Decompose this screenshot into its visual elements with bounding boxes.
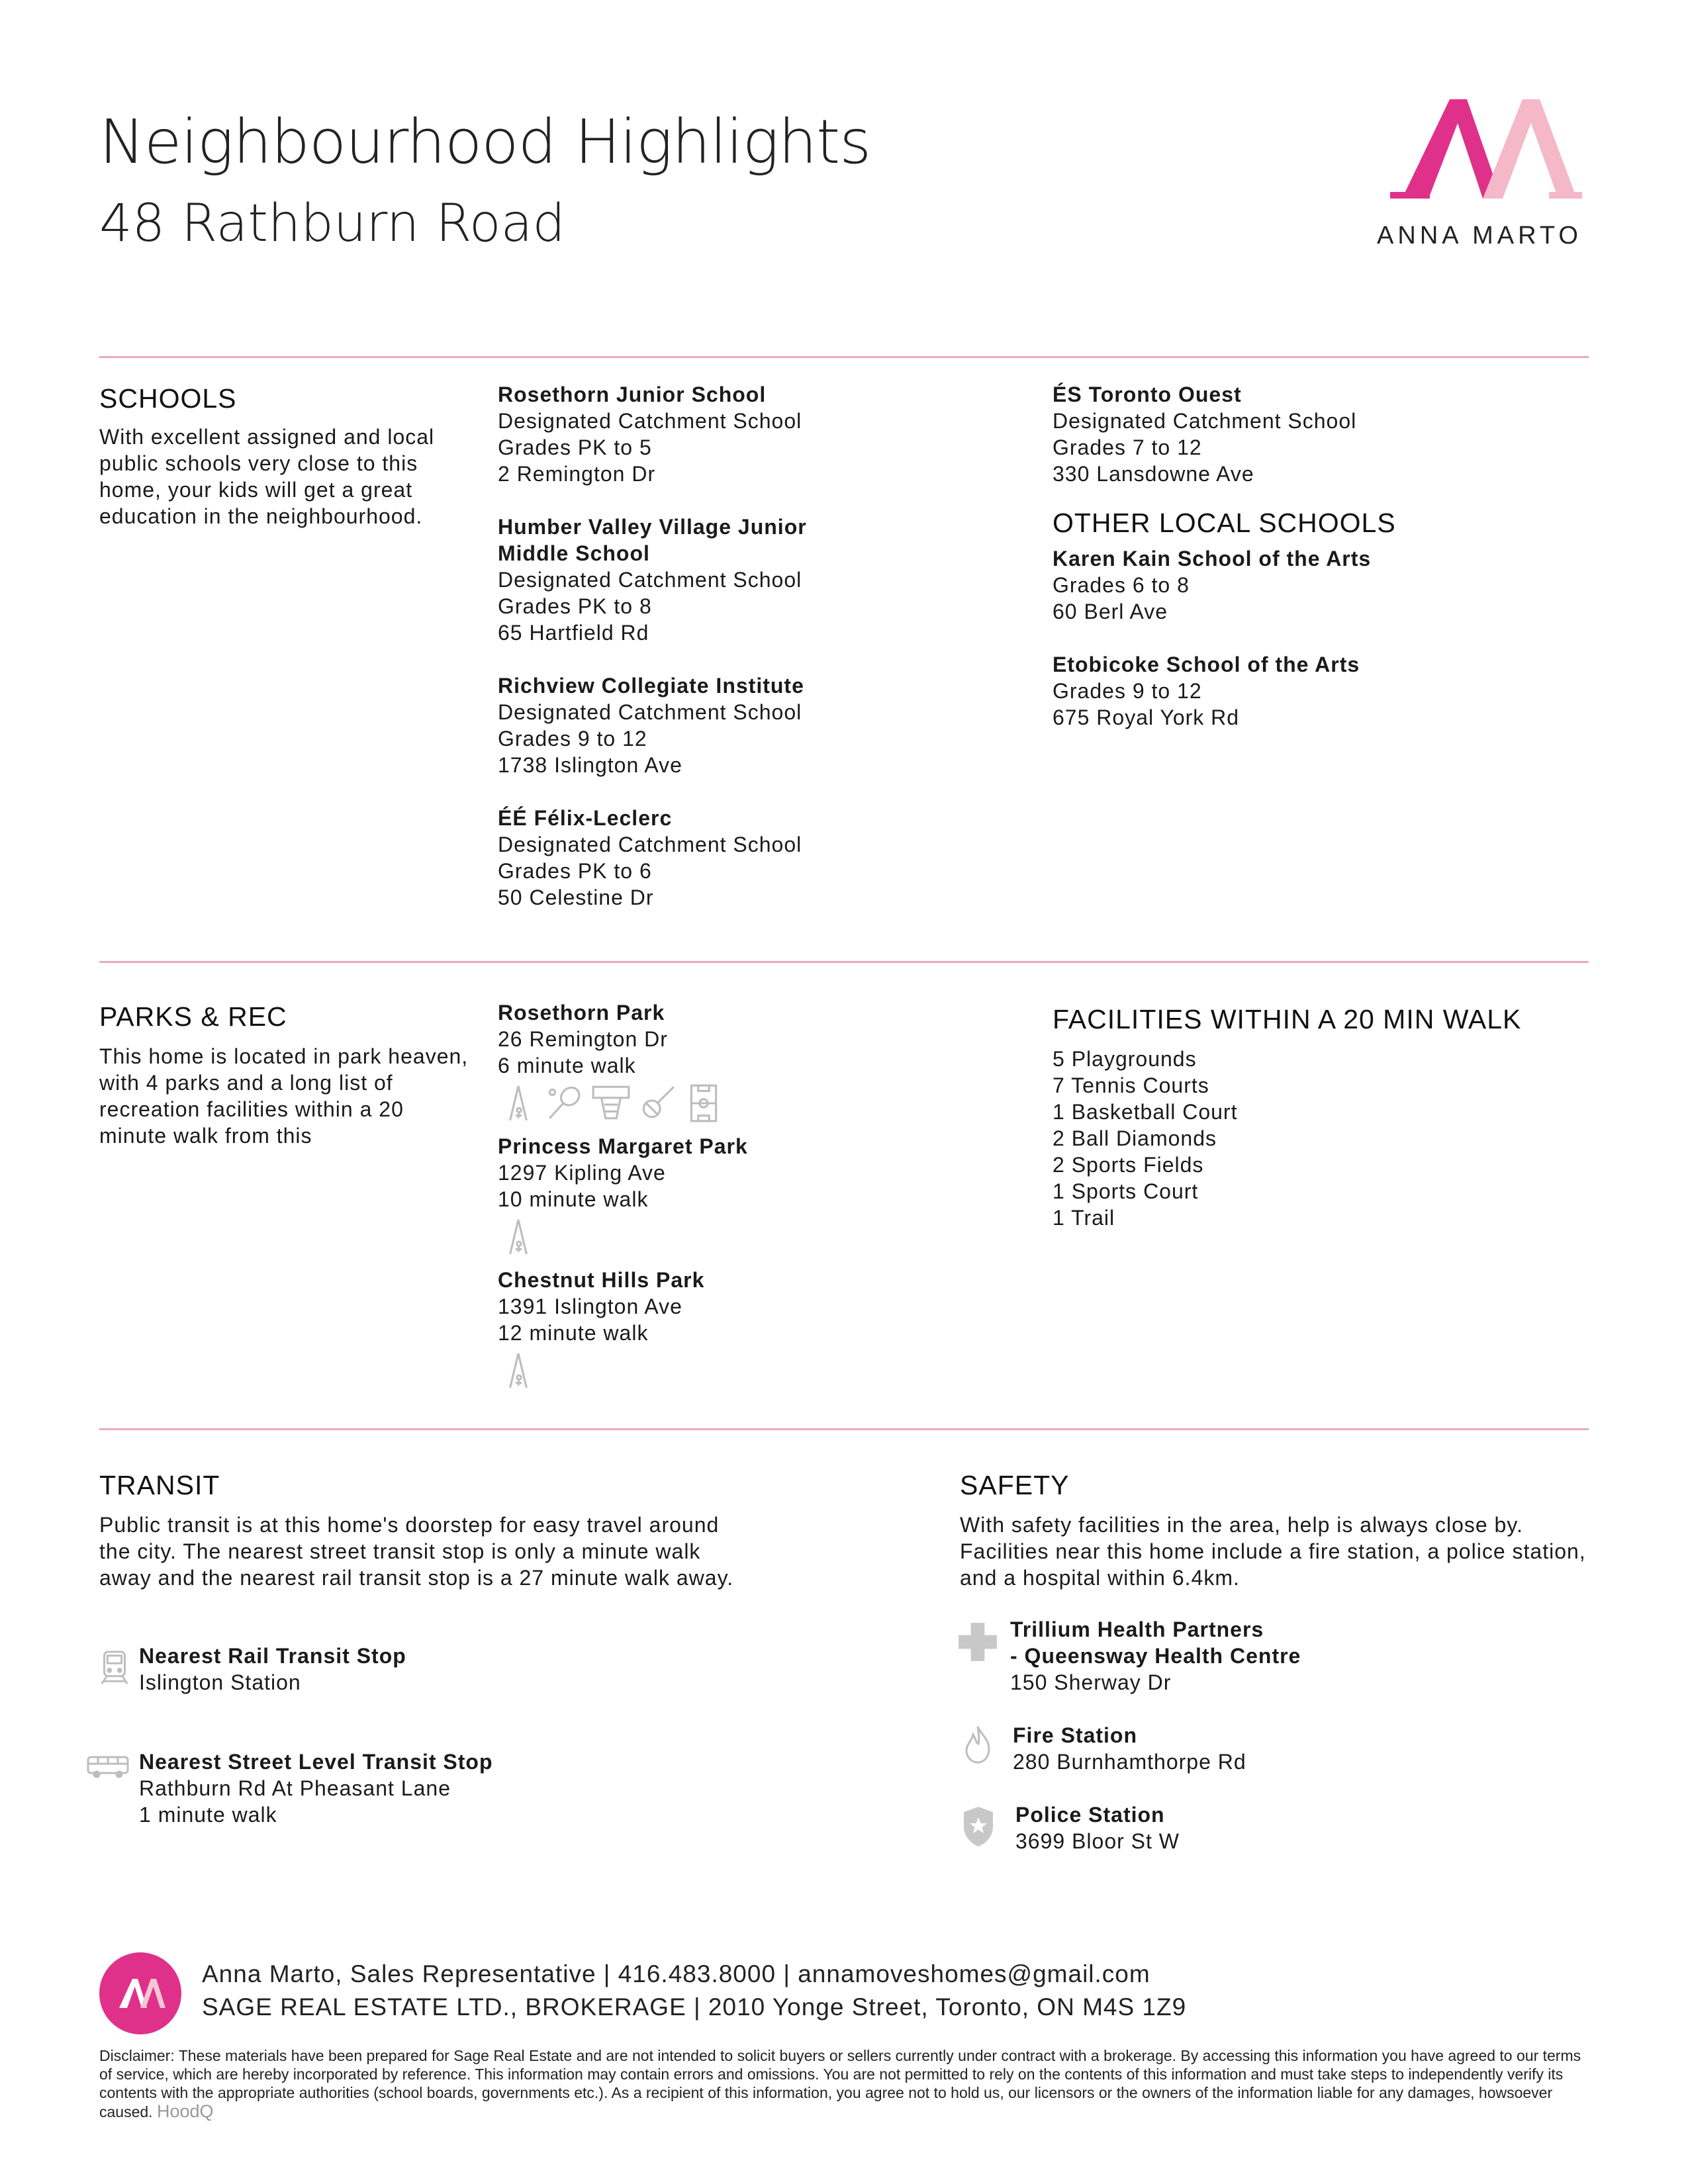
park-item [498, 999, 961, 1125]
parks-list [498, 999, 961, 1392]
school-name: Humber Valley Village Junior Middle School [498, 515, 807, 565]
playground-icon [498, 1216, 539, 1257]
playground-icon [498, 1083, 539, 1124]
brokerage-line: SAGE REAL ESTATE LTD., BROKERAGE | 2010 Yonge Street, Toronto, ON M4S 1Z9 [202, 1993, 1187, 2021]
sports-field-icon [683, 1083, 724, 1124]
school-item [1053, 651, 1582, 731]
basketball-icon [590, 1083, 632, 1124]
agent-contact-line: Anna Marto, Sales Representative | 416.483.8000 | annamoveshomes@gmail.com [202, 1960, 1150, 1987]
school-type: Designated Catchment School [1053, 409, 1357, 433]
facility-item: 1 Sports Court [1053, 1179, 1199, 1203]
school-item [498, 672, 895, 778]
rail-transit-label: Nearest Rail Transit Stop [139, 1644, 406, 1668]
section-divider [99, 961, 1589, 963]
school-grades: Grades 7 to 12 [1053, 435, 1202, 459]
facility-item: 1 Trail [1053, 1206, 1115, 1230]
park-walk-time: 12 minute walk [498, 1321, 649, 1345]
bus-icon [86, 1747, 130, 1786]
school-address: 675 Royal York Rd [1053, 705, 1240, 729]
flame-icon [961, 1724, 994, 1765]
fire-station-address: 280 Burnhamthorpe Rd [1013, 1750, 1246, 1774]
park-item [498, 1133, 961, 1259]
school-name: ÉÉ Félix-Leclerc [498, 806, 673, 830]
school-type: Designated Catchment School [498, 409, 802, 433]
school-item [1053, 381, 1582, 487]
school-address: 330 Lansdowne Ave [1053, 462, 1254, 486]
other-schools-heading: OTHER LOCAL SCHOOLS [1053, 508, 1396, 538]
transit-description: Public transit is at this home's doorstep for easy travel around the city. The nearest street transit stop is only a minute walk away and the nearest rail transit stop is a 27 minute walk away. [99, 1513, 734, 1590]
park-facility-icons [498, 1081, 961, 1125]
baseball-icon [637, 1083, 678, 1124]
park-walk-time: 6 minute walk [498, 1054, 636, 1077]
parks-description: This home is located in park heaven, with 4 parks and a long list of recreation facilities within a 20 minute walk from this [99, 1044, 469, 1148]
school-grades: Grades PK to 8 [498, 594, 652, 618]
hospital-cross-icon [957, 1621, 998, 1662]
school-grades: Grades 9 to 12 [1053, 679, 1202, 703]
park-facility-icons [498, 1349, 961, 1392]
footer-logo [99, 1952, 181, 2034]
facility-item: 2 Ball Diamonds [1053, 1126, 1217, 1150]
hospital-address: 150 Sherway Dr [1010, 1670, 1172, 1694]
police-badge-icon [961, 1805, 996, 1848]
park-name: Chestnut Hills Park [498, 1268, 705, 1292]
safety-heading: SAFETY [960, 1470, 1070, 1500]
page-title: Neighbourhood Highlights [99, 107, 871, 177]
school-name: Karen Kain School of the Arts [1053, 547, 1372, 570]
rail-transit-block [139, 1643, 406, 1696]
school-type: Designated Catchment School [498, 700, 802, 724]
schools-right-column [1053, 381, 1582, 757]
street-transit-block [139, 1749, 493, 1828]
street-stop-walk-time: 1 minute walk [139, 1803, 277, 1827]
school-address: 1738 Islington Ave [498, 753, 682, 777]
anna-marto-logo-icon [99, 1952, 181, 2034]
facility-item: 7 Tennis Courts [1053, 1073, 1209, 1097]
anna-marto-logo-icon [1390, 93, 1582, 205]
hospital-name-line2: - Queensway Health Centre [1010, 1644, 1301, 1668]
facilities-column [1053, 1002, 1582, 1231]
school-grades: Grades PK to 6 [498, 859, 652, 883]
school-type: Designated Catchment School [498, 568, 802, 592]
school-grades: Grades 6 to 8 [1053, 573, 1190, 597]
school-grades: Grades PK to 5 [498, 435, 652, 459]
fire-station-block [1013, 1722, 1246, 1775]
disclaimer [99, 2046, 1595, 2121]
train-icon [95, 1648, 134, 1686]
facility-item: 1 Basketball Court [1053, 1100, 1238, 1124]
park-walk-time: 10 minute walk [498, 1187, 649, 1211]
page-subtitle: 48 Rathburn Road [99, 194, 565, 253]
assigned-schools-column [498, 381, 895, 937]
section-divider [99, 356, 1589, 358]
park-address: 26 Remington Dr [498, 1027, 668, 1051]
playground-icon [498, 1350, 539, 1391]
fire-station-name: Fire Station [1013, 1723, 1138, 1747]
transit-heading: TRANSIT [99, 1470, 220, 1500]
rail-station-name: Islington Station [139, 1670, 301, 1694]
facility-item: 2 Sports Fields [1053, 1153, 1204, 1177]
tennis-icon [544, 1083, 585, 1124]
school-name: Etobicoke School of the Arts [1053, 653, 1360, 676]
hospital-name: Trillium Health Partners [1010, 1617, 1264, 1641]
school-name: Richview Collegiate Institute [498, 674, 804, 698]
street-stop-name: Rathburn Rd At Pheasant Lane [139, 1776, 451, 1800]
facilities-heading: FACILITIES WITHIN A 20 MIN WALK [1053, 1004, 1522, 1034]
schools-heading: SCHOOLS [99, 383, 237, 414]
park-name: Rosethorn Park [498, 1001, 665, 1024]
school-address: 65 Hartfield Rd [498, 621, 649, 645]
police-station-name: Police Station [1015, 1803, 1165, 1827]
hoodq-brand: HoodQ [156, 2101, 214, 2121]
school-type: Designated Catchment School [498, 833, 802, 856]
police-station-block [1015, 1801, 1180, 1854]
safety-description: With safety facilities in the area, help is always close by. Facilities near this home include a fire station, a police station, and a hospital within 6.4km. [960, 1513, 1586, 1590]
park-facility-icons [498, 1215, 961, 1259]
school-item [498, 805, 895, 911]
school-address: 60 Berl Ave [1053, 600, 1168, 623]
police-station-address: 3699 Bloor St W [1015, 1829, 1180, 1853]
park-address: 1297 Kipling Ave [498, 1161, 666, 1185]
school-address: 2 Remington Dr [498, 462, 656, 486]
section-divider [99, 1428, 1589, 1430]
park-item [498, 1267, 961, 1392]
hospital-block [1010, 1616, 1301, 1696]
school-name: Rosethorn Junior School [498, 383, 767, 406]
school-item [498, 514, 895, 646]
park-name: Princess Margaret Park [498, 1134, 748, 1158]
parks-heading: PARKS & REC [99, 1001, 287, 1032]
school-item [498, 381, 895, 487]
school-item [1053, 545, 1582, 625]
street-transit-label: Nearest Street Level Transit Stop [139, 1750, 493, 1774]
park-address: 1391 Islington Ave [498, 1295, 682, 1318]
brand-name: ANNA MARTO [1377, 222, 1582, 250]
facility-item: 5 Playgrounds [1053, 1047, 1197, 1071]
schools-description: With excellent assigned and local public schools very close to this home, your kids will get a great education in the neighbourhood. [99, 425, 435, 528]
disclaimer-text: Disclaimer: These materials have been prepared for Sage Real Estate and are not intended to solicit buyers or sellers currently under contract with a brokerage. By accessing this information you have agreed to our terms of service, which are hereby incorporated by reference. This information may contain errors and omissions. You are not permitted to rely on the contents of this information and must take steps to independently verify its contents with the appropriate authorities (school boards, governments etc.). As a recipient of this information, you agree not to hold us, our licensors or the owners of the information liable for any damages, howsoever caused. [99, 2047, 1581, 2120]
school-name: ÉS Toronto Ouest [1053, 383, 1242, 406]
school-grades: Grades 9 to 12 [498, 727, 647, 751]
school-address: 50 Celestine Dr [498, 886, 654, 909]
